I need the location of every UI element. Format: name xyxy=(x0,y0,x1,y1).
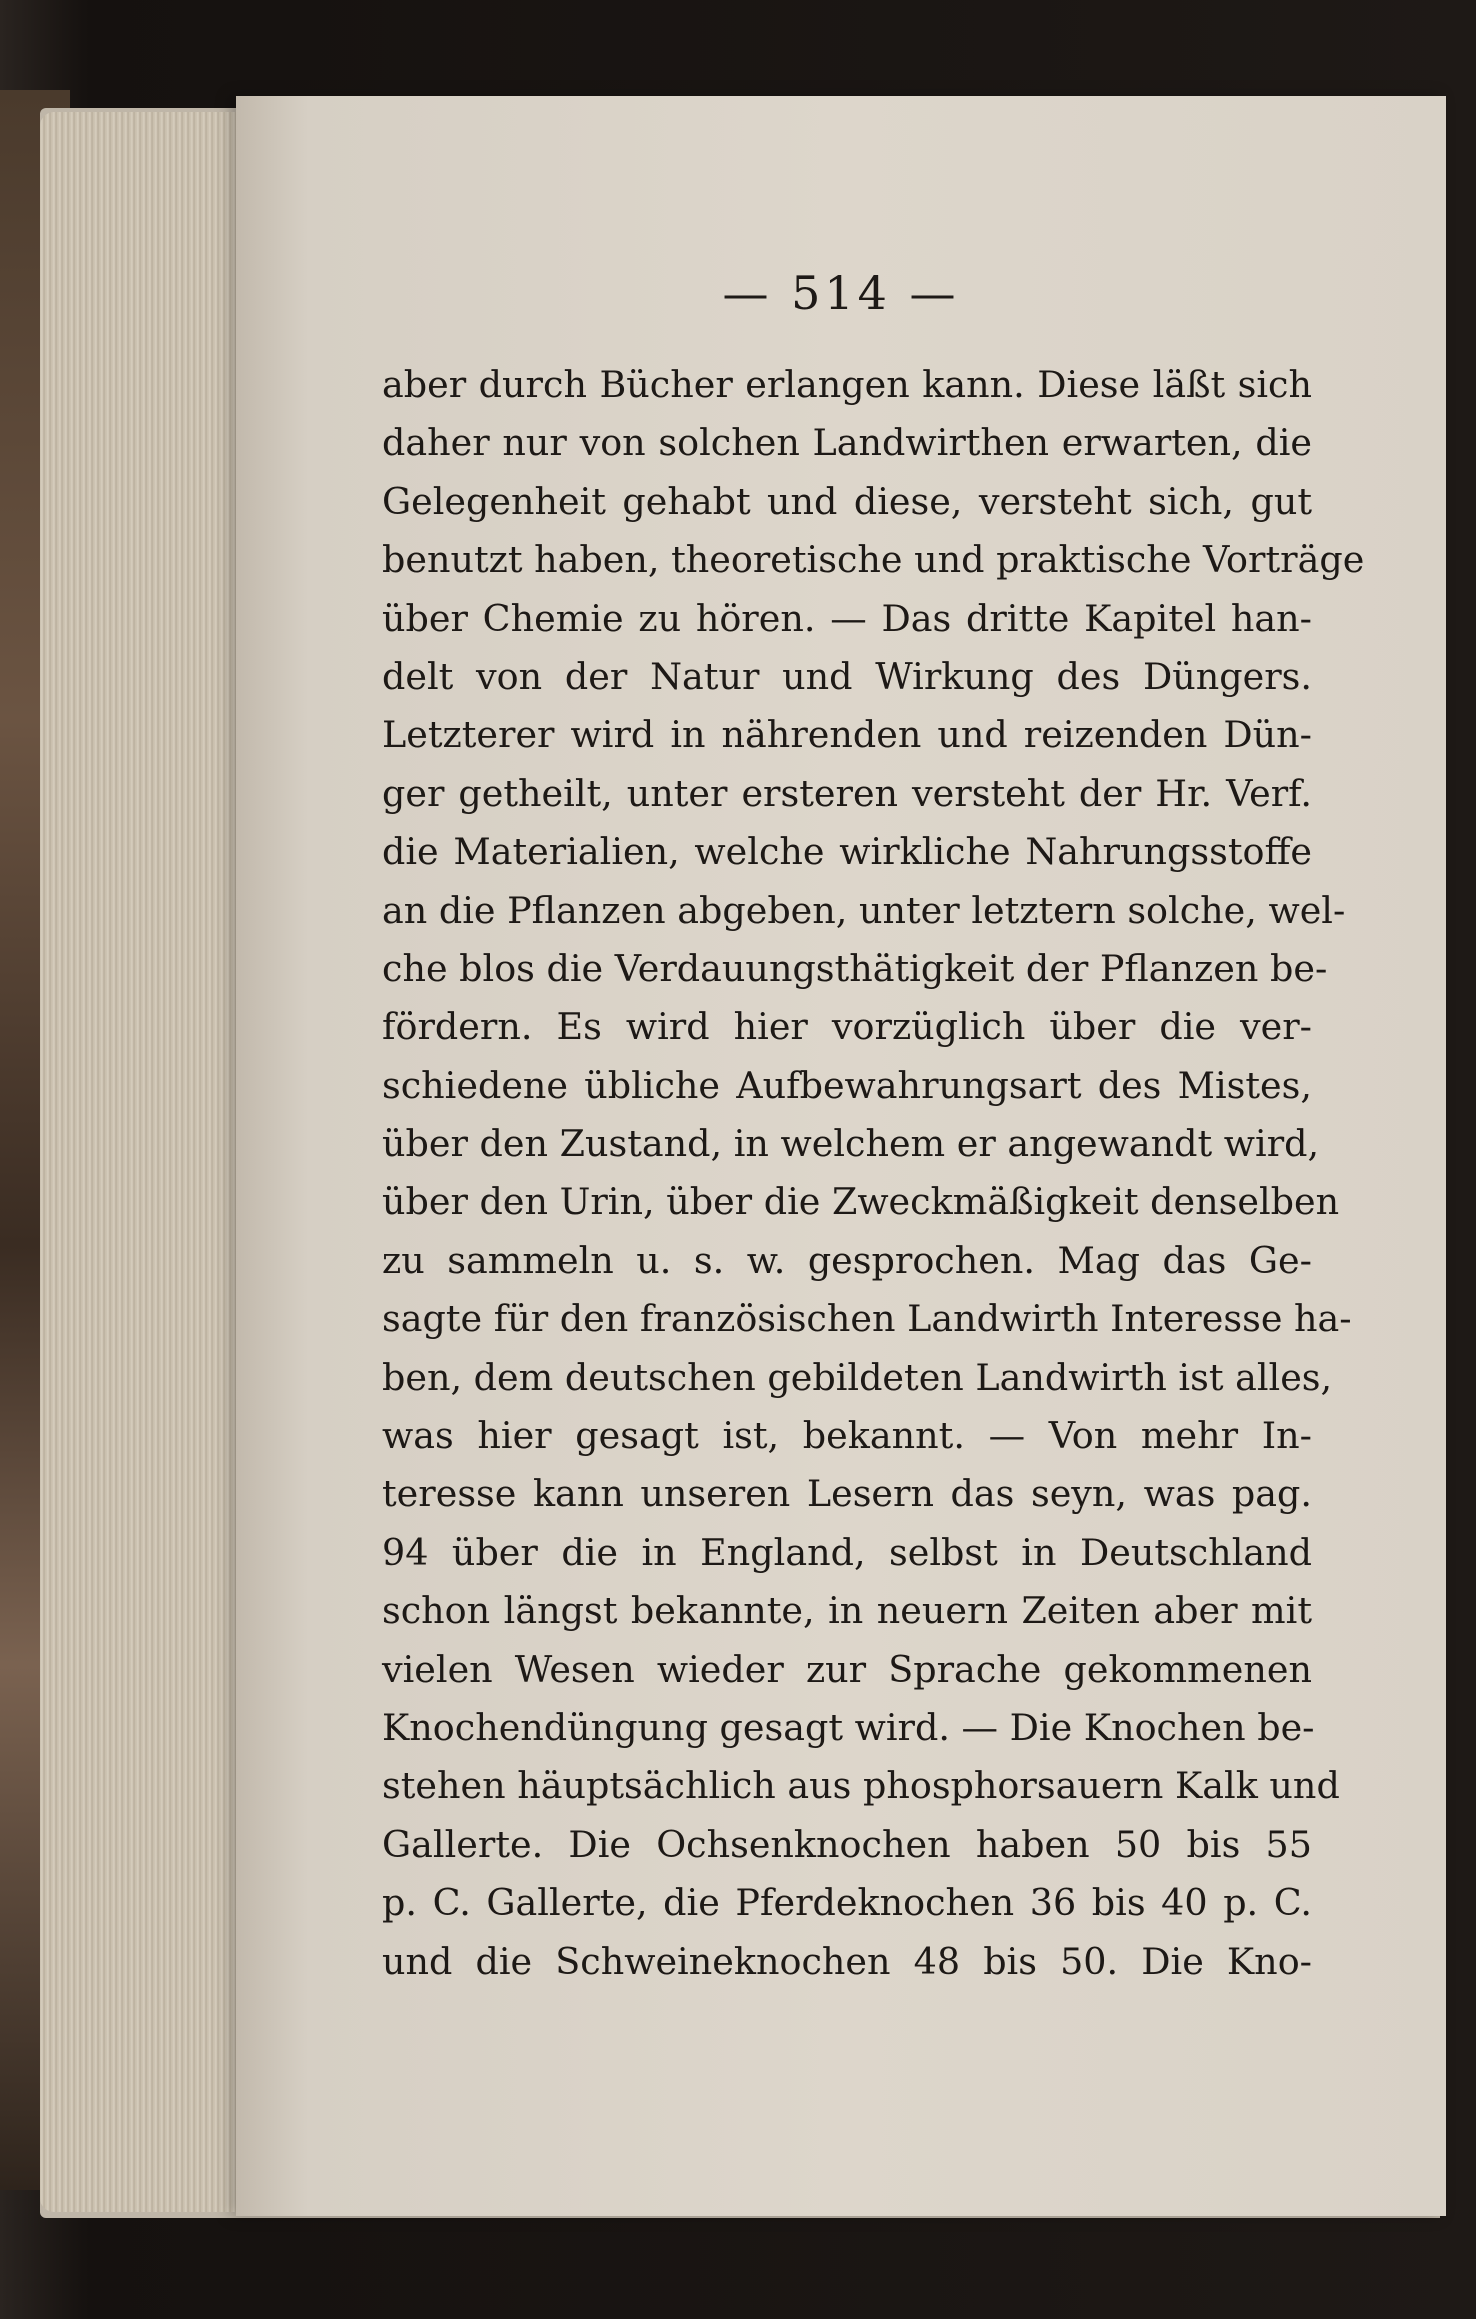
text-line: über den Urin, über die Zweckmäßigkeit denselben xyxy=(382,1180,1340,1224)
text-line: an die Pflanzen abgeben, unter letztern solche, wel- xyxy=(382,888,1346,932)
text-line: teresse kann unseren Lesern das seyn, was pag. xyxy=(382,1472,1312,1516)
text-line: über den Zustand, in welchem er angewandt wird, xyxy=(382,1122,1320,1166)
page-edges xyxy=(40,112,240,2212)
text-line: zu sammeln u. s. w. gesprochen. Mag das Ge- xyxy=(382,1238,1312,1282)
text-line: ben, dem deutschen gebildeten Landwirth ist alles, xyxy=(382,1355,1333,1399)
text-line: über Chemie zu hören. — Das dritte Kapitel han- xyxy=(382,596,1312,640)
text-line: schiedene übliche Aufbewahrungsart des Mistes, xyxy=(382,1063,1312,1107)
text-line: was hier gesagt ist, bekannt. — Von mehr In- xyxy=(382,1414,1312,1458)
page-number: — 514 — xyxy=(722,266,960,320)
text-line: ger getheilt, unter ersteren versteht der Hr. Verf. xyxy=(382,771,1312,815)
text-line: daher nur von solchen Landwirthen erwarten, die xyxy=(382,421,1312,465)
book-page xyxy=(236,96,1446,2216)
text-line: die Materialien, welche wirkliche Nahrungsstoffe xyxy=(382,830,1312,874)
text-line: che blos die Verdauungsthätigkeit der Pflanzen be- xyxy=(382,946,1328,990)
text-line: aber durch Bücher erlangen kann. Diese läßt sich xyxy=(382,363,1312,406)
text-line: 94 über die in England, selbst in Deutschland xyxy=(382,1530,1312,1574)
text-line: delt von der Natur und Wirkung des Düngers. xyxy=(382,654,1312,698)
text-line: p. C. Gallerte, die Pferdeknochen 36 bis 40 p. C. xyxy=(382,1881,1312,1925)
text-line: sagte für den französischen Landwirth Interesse ha- xyxy=(382,1297,1352,1341)
text-line: stehen häuptsächlich aus phosphorsauern Kalk und xyxy=(382,1764,1340,1808)
text-line: fördern. Es wird hier vorzüglich über die ver- xyxy=(382,1005,1312,1049)
text-line: Knochendüngung gesagt wird. — Die Knochen be- xyxy=(382,1705,1315,1749)
text-line: Gallerte. Die Ochsenknochen haben 50 bis 55 xyxy=(382,1822,1312,1866)
page-text xyxy=(382,356,1365,1991)
text-line: vielen Wesen wieder zur Sprache gekommenen xyxy=(382,1647,1312,1691)
text-line: schon längst bekannte, in neuern Zeiten aber mit xyxy=(382,1589,1312,1633)
text-line: benutzt haben, theoretische und praktische Vorträge xyxy=(382,538,1365,582)
text-line: Letzterer wird in nährenden und reizenden Dün- xyxy=(382,713,1312,757)
text-line: und die Schweineknochen 48 bis 50. Die Kno- xyxy=(382,1939,1312,1983)
text-line: Gelegenheit gehabt und diese, versteht sich, gut xyxy=(382,479,1312,523)
